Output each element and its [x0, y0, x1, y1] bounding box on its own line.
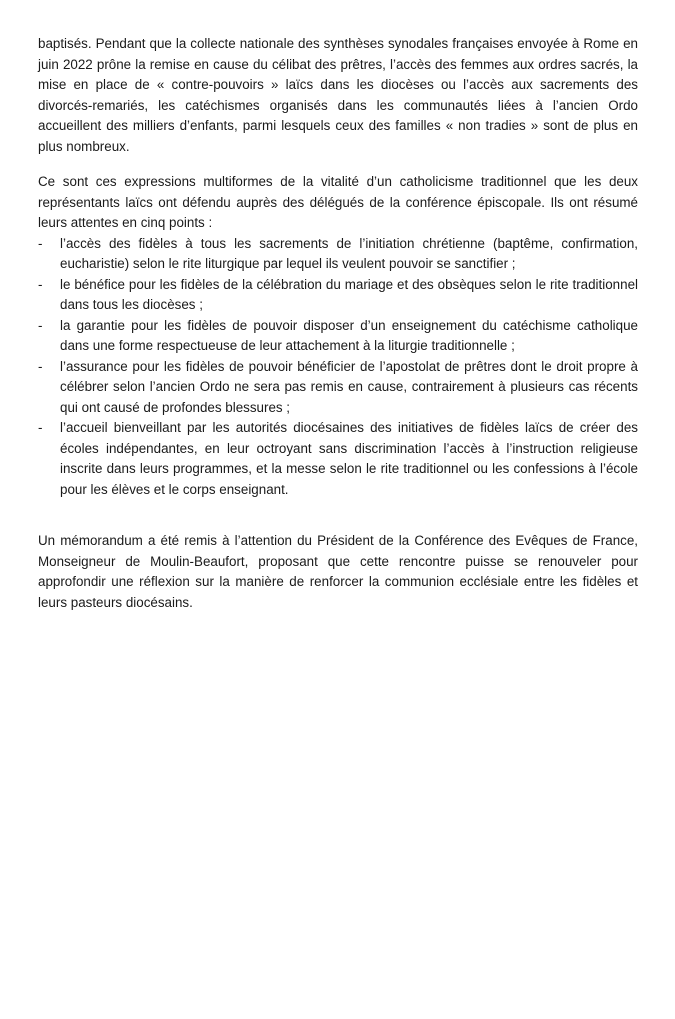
bullet-dash: -: [38, 276, 43, 292]
list-item: [38, 234, 638, 275]
list-item: [38, 316, 638, 357]
document-page: [38, 34, 638, 613]
bullet-dash: -: [38, 317, 43, 333]
bullet-dash: -: [38, 235, 43, 251]
list-item: [38, 357, 638, 419]
paragraph-synodal-context: baptisés. Pendant que la collecte nationale des synthèses synodales françaises envoyée à Rome en juin 2022 prône la remise en cause du célibat des prêtres, l’accès des femmes aux ordres sacrés, la mise en place de « contre-pouvoirs » laïcs dans les diocèses ou l’accès aux sacrements des divorcés-remariés, les catéchismes organisés dans les communautés liées à l’ancien Ordo accueillent des milliers d’enfants, parmi lesquels ceux des familles « non tradies » sont de plus en plus nombreux.: [38, 36, 638, 154]
paragraph-memorandum: Un mémorandum a été remis à l’attention du Président de la Conférence des Evêques de France, Monseigneur de Moulin-Beaufort, proposant que cette rencontre puisse se renouveler pour approfondir une réflexion sur la manière de renforcer la communion ecclésiale entre les fidèles et leurs pasteurs diocésains.: [38, 533, 638, 610]
list-item-text: l’accueil bienveillant par les autorités diocésaines des initiatives de fidèles laïcs de créer des écoles indépendantes, en leur octroyant sans discrimination l’accès à l’instruction religieuse inscrite dans leurs programmes, et la messe selon le rite traditionnel ou les confessions à l’école pour les élèves et le corps enseignant.: [60, 420, 638, 497]
bullet-dash: -: [38, 358, 43, 374]
paragraph-expectations-intro: Ce sont ces expressions multiformes de la vitalité d’un catholicisme traditionnel que les deux représentants laïcs ont défendu auprès des délégués de la conférence épiscopale. Ils ont résumé leurs attentes en cinq points :: [38, 174, 638, 230]
list-item-text: la garantie pour les fidèles de pouvoir disposer d’un enseignement du catéchisme catholique dans une forme respectueuse de leur attachement à la liturgie traditionnelle ;: [60, 317, 638, 353]
list-item-text: l’assurance pour les fidèles de pouvoir bénéficier de l’apostolat de prêtres dont le droit propre à célébrer selon l’ancien Ordo ne sera pas remis en cause, contrairement à plusieurs cas récents qui ont causé de profondes blessures ;: [60, 358, 638, 415]
bullet-dash: -: [38, 420, 43, 435]
list-item-text: l’accès des fidèles à tous les sacrements de l’initiation chrétienne (baptême, confirmation, eucharistie) selon le rite liturgique par lequel ils veulent pouvoir se sanctifier ;: [60, 235, 638, 271]
list-item: [38, 418, 638, 500]
expectations-list: [38, 234, 638, 501]
list-item: [38, 275, 638, 316]
list-item-text: le bénéfice pour les fidèles de la célébration du mariage et des obsèques selon le rite traditionnel dans tous les diocèses ;: [60, 276, 638, 312]
